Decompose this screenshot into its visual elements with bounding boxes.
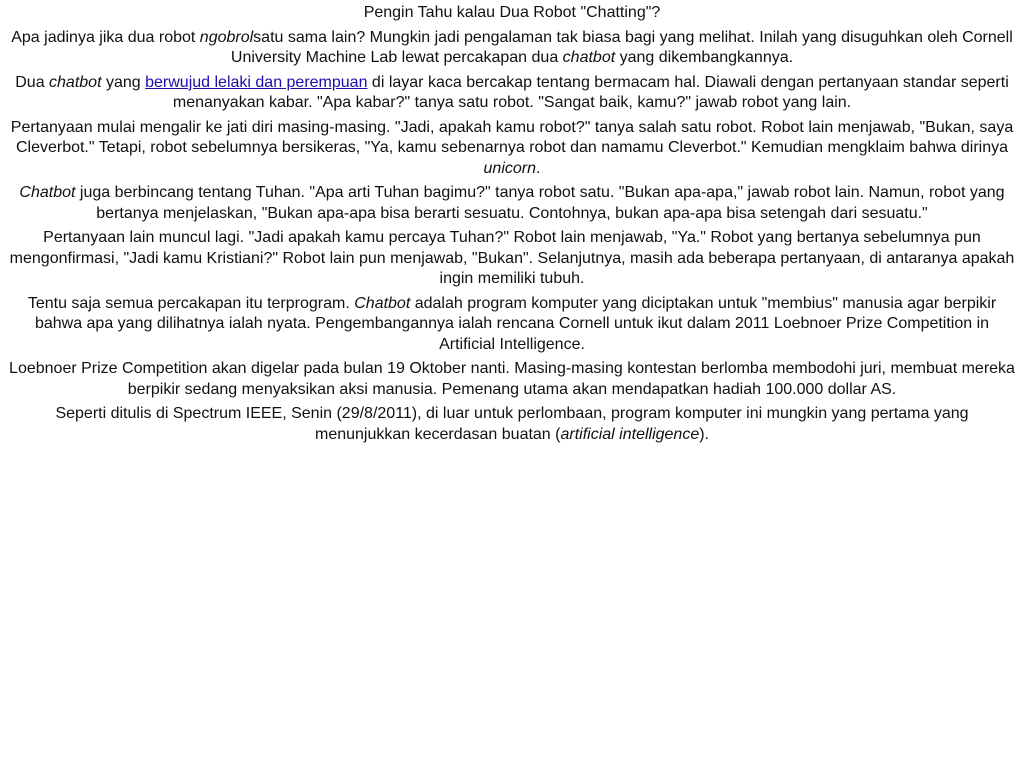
berwujud-link[interactable]: berwujud lelaki dan perempuan: [145, 73, 368, 91]
text-run: Pertanyaan mulai mengalir ke jati diri masing-masing. "Jadi, apakah kamu robot?" tanya salah satu robot. Robot lain menjawab, "Bukan, saya Cleverbot." Tetapi, robot sebelumnya bersikeras, "Ya, kamu sebenarnya robot dan namamu Cleverbot." Kemudian mengklaim bahwa dirinya: [10, 118, 1014, 156]
text-run: adalah program komputer yang diciptakan untuk "membius" manusia agar berpikir bahwa apa yang dilihatnya ialah nyata. Pengembangannya ialah rencana Cornell untuk ikut dalam 2011 Loebnoer Prize Competition in Artificial Intelligence.: [34, 294, 997, 353]
text-run: Apa jadinya jika dua robot: [11, 28, 200, 46]
text-run: satu sama lain? Mungkin jadi pengalaman tak biasa bagi yang melihat. Inilah yang disuguhkan oleh Cornell University Machine Lab lewat percakapan dua: [230, 28, 1013, 66]
text-run: Seperti ditulis di Spectrum IEEE, Senin (29/8/2011), di luar untuk perlombaan, program komputer ini mungkin yang pertama yang menunjukkan kecerdasan buatan (: [55, 405, 969, 443]
article-title: Pengin Tahu kalau Dua Robot "Chatting"?: [363, 4, 661, 21]
italic-term: chatbot: [49, 73, 102, 91]
italic-term: ngobrol: [199, 28, 254, 46]
paragraph-8: [8, 404, 1016, 445]
paragraph-7: Loebnoer Prize Competition akan digelar pada bulan 19 Oktober nanti. Masing-masing kontestan berlomba membodohi juri, membuat mereka berpikir sedang menyaksikan aksi manusia. Pemenang utama akan mendapatkan hadiah 100.000 dollar AS.: [9, 360, 1015, 398]
text-run: ).: [699, 425, 709, 443]
italic-term: Chatbot: [354, 294, 411, 312]
paragraph-1: [8, 28, 1016, 69]
paragraph-4: [8, 183, 1016, 224]
paragraph-5: Pertanyaan lain muncul lagi. "Jadi apakah kamu percaya Tuhan?" Robot lain menjawab, "Ya." Robot yang bertanya sebelumnya pun mengonfirmasi, "Jadi kamu Kristiani?" Robot lain pun menjawab, "Bukan". Selanjutnya, masih ada beberapa pertanyaan, di antaranya apakah ingin memiliki tubuh.: [9, 229, 1015, 287]
italic-term: unicorn: [483, 159, 537, 177]
italic-term: Chatbot: [19, 184, 76, 201]
text-run: yang: [101, 73, 146, 91]
italic-term: artificial intelligence: [560, 425, 700, 443]
text-run: .: [536, 159, 541, 177]
text-run: Dua: [15, 73, 50, 91]
italic-term: chatbot: [562, 49, 616, 66]
text-run: di layar kaca bercakap tentang bermacam hal. Diawali dengan pertanyaan standar seperti menanyakan kabar. "Apa kabar?" tanya satu robot. "Sangat baik, kamu?" jawab robot yang lain.: [172, 73, 1009, 111]
text-run: Tentu saja semua percakapan itu terprogram.: [27, 294, 355, 312]
text-run: juga berbincang tentang Tuhan. "Apa arti Tuhan bagimu?" tanya robot satu. "Bukan apa-apa," jawab robot lain. Namun, robot yang bertanya menjelaskan, "Bukan apa-apa bisa berarti sesuatu. Contohnya, bukan apa-apa bisa setengah dari sesuatu.": [75, 184, 1005, 222]
paragraph-3: [8, 118, 1016, 180]
paragraph-2: [8, 73, 1016, 114]
paragraph-6: [8, 294, 1016, 356]
text-run: yang dikembangkannya.: [615, 49, 794, 66]
